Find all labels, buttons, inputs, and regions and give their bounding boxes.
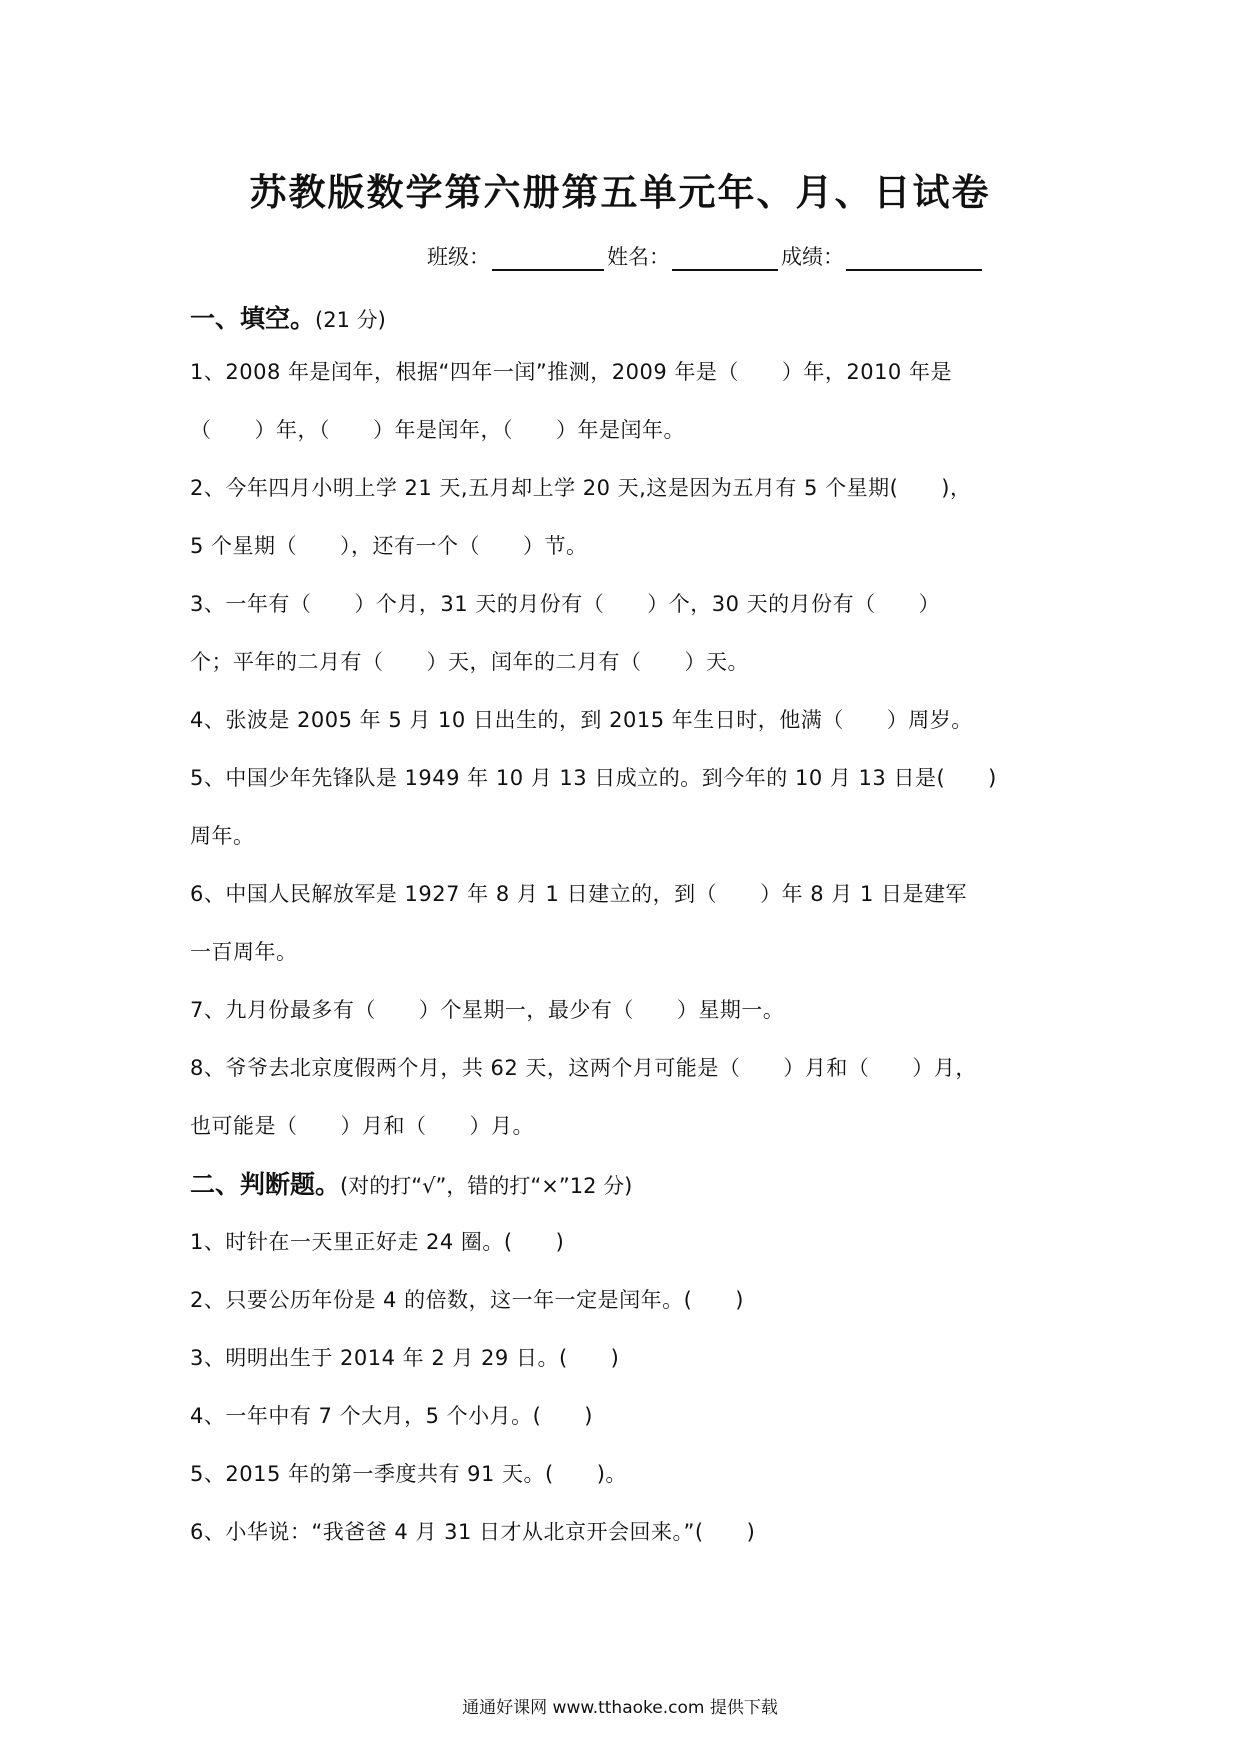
judgment-line: 1、时针在一天里正好走 24 圈。( ) xyxy=(190,1230,565,1254)
section-fill-in-heading xyxy=(190,299,386,335)
judgment-line: 6、小华说：“我爸爸 4 月 31 日才从北京开会回来。”( ) xyxy=(190,1520,756,1544)
fill-in-line: 个；平年的二月有（ ）天，闰年的二月有（ ）天。 xyxy=(190,650,749,674)
section-judgment-heading xyxy=(190,1165,632,1201)
fill-in-line: 一百周年。 xyxy=(190,940,298,964)
section-judgment-title: 二、判断题。 xyxy=(190,1170,341,1199)
class-label: 班级： xyxy=(427,245,490,269)
name-blank[interactable] xyxy=(672,243,778,271)
class-blank[interactable] xyxy=(492,243,604,271)
judgment-line: 3、明明出生于 2014 年 2 月 29 日。( ) xyxy=(190,1346,620,1370)
judgment-line: 5、2015 年的第一季度共有 91 天。( )。 xyxy=(190,1462,627,1486)
page-footer: 通通好课网 www.tthaoke.com 提供下载 xyxy=(462,1698,778,1718)
fill-in-line: 3、一年有（ ）个月，31 天的月份有（ ）个，30 天的月份有（ ） xyxy=(190,592,941,616)
section-judgment-note: (对的打“√”，错的打“×”12 分) xyxy=(340,1174,633,1198)
fill-in-line: 4、张波是 2005 年 5 月 10 日出生的，到 2015 年生日时，他满（ ）周岁。 xyxy=(190,708,973,732)
fill-in-line: （ ）年，（ ）年是闰年，（ ）年是闰年。 xyxy=(190,418,685,442)
judgment-line: 4、一年中有 7 个大月，5 个小月。( ) xyxy=(190,1404,593,1428)
fill-in-line: 8、爷爷去北京度假两个月，共 62 天，这两个月可能是（ ）月和（ ）月， xyxy=(190,1056,977,1080)
judgment-line: 2、只要公历年份是 4 的倍数，这一年一定是闰年。( ) xyxy=(190,1288,744,1312)
fill-in-line: 5 个星期（ ），还有一个（ ）节。 xyxy=(190,534,588,558)
fill-in-line: 5、中国少年先锋队是 1949 年 10 月 13 日成立的。到今年的 10 月 13 日是( ) xyxy=(190,766,997,790)
fill-in-line: 7、九月份最多有（ ）个星期一，最少有（ ）星期一。 xyxy=(190,998,785,1022)
name-label: 姓名： xyxy=(607,245,670,269)
score-blank[interactable] xyxy=(846,243,982,271)
fill-in-line: 6、中国人民解放军是 1927 年 8 月 1 日建立的，到（ ）年 8 月 1 日是建军 xyxy=(190,882,967,906)
fill-in-line: 也可能是（ ）月和（ ）月。 xyxy=(190,1114,534,1138)
fill-in-line: 2、今年四月小明上学 21 天,五月却上学 20 天,这是因为五月有 5 个星期( )， xyxy=(190,476,972,500)
fill-in-line: 1、2008 年是闰年，根据“四年一闰”推测，2009 年是（ ）年，2010 年是 xyxy=(190,360,952,384)
score-label: 成绩： xyxy=(781,245,844,269)
fill-in-line: 周年。 xyxy=(190,824,255,848)
section-fill-in-title: 一、填空。 xyxy=(190,304,316,333)
student-info-row xyxy=(427,241,985,271)
exam-title: 苏教版数学第六册第五单元年、月、日试卷 xyxy=(249,170,991,214)
section-fill-in-note: (21 分) xyxy=(315,308,386,332)
